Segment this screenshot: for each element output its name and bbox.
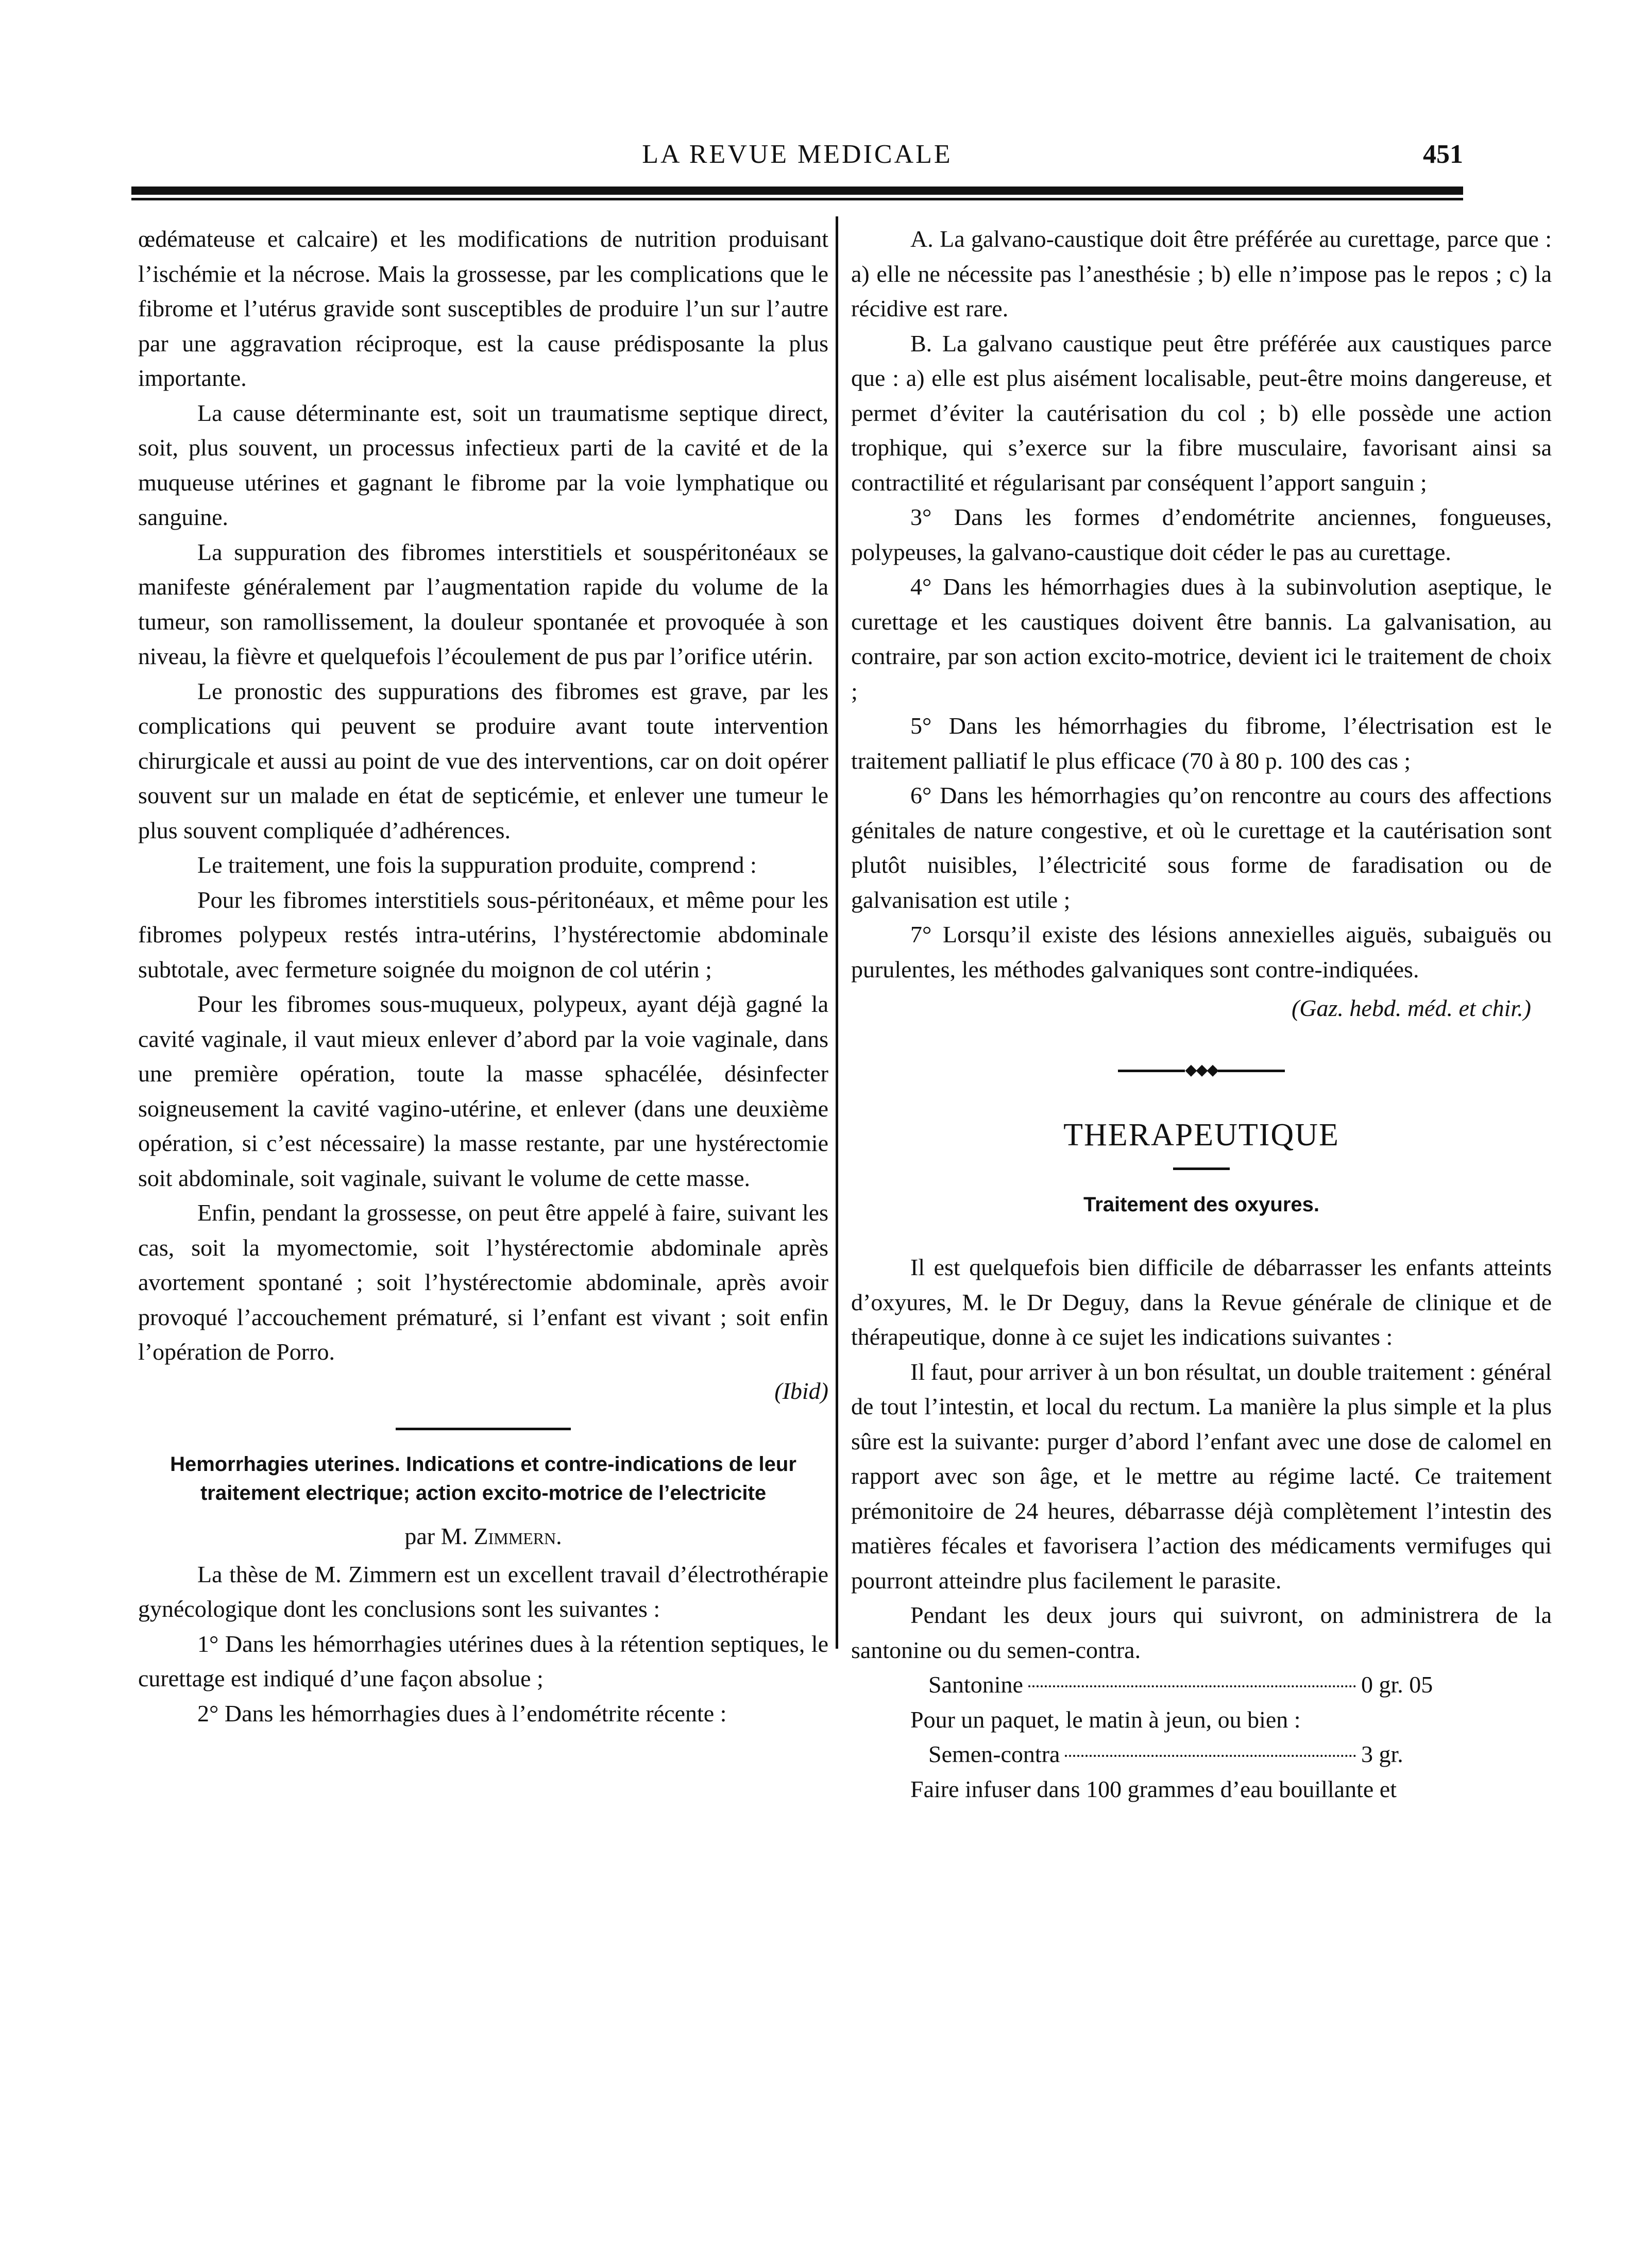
paragraph: 5° Dans les hémorrhagies du fibrome, l’électrisation est le traitement palliatif le plus efficace (70 à 80 p. 100 des cas ; <box>851 713 1552 774</box>
recipe-ingredient: Semen-contra <box>928 1741 1060 1767</box>
paragraph: A. La galvano-caustique doit être préférée au curettage, parce que : a) elle ne nécessite pas l’anesthésie ; b) elle n’impose pas le repos ; c) la récidive est rare. <box>851 226 1552 321</box>
paragraph: Il est quelquefois bien difficile de débarrasser les enfants atteints d’oxyures, M. le Dr Deguy, dans la Revue générale de clinique et de thérapeutique, donne à ce sujet les indications suivantes : <box>851 1254 1552 1350</box>
leader-dots <box>1065 1755 1356 1757</box>
recipe-line <box>928 1737 1449 1772</box>
source-citation: (Gaz. hebd. méd. et chir.) <box>1291 995 1531 1021</box>
paragraph: Pour les fibromes interstitiels sous-péritonéaux, et même pour les fibromes polypeux restés intra-utérins, l’hystérectomie abdominale subtotale, avec fermeture soignée du moignon de col utérin ; <box>138 886 828 983</box>
recipe-ingredient: Santonine <box>928 1671 1023 1698</box>
author-name: Zimmern. <box>473 1523 562 1549</box>
paragraph: 3° Dans les formes d’endométrite anciennes, fongueuses, polypeuses, la galvano-caustique doit céder le pas au curettage. <box>851 504 1552 565</box>
decorative-separator: ◆◆◆ <box>851 1053 1552 1088</box>
source-citation: (Ibid) <box>774 1377 828 1404</box>
paragraph: B. La galvano caustique peut être préférée aux caustiques parce que : a) elle est plus aisément localisable, peut-être moins dangereuse, et permet d’éviter la cautérisation du col ; b) elle possède une action trophique, qui s’exerce sur la fibre musculaire, favorisant ainsi sa contractilité et régularisant par conséquent l’apport sanguin ; <box>851 330 1552 496</box>
header-rule-thin <box>131 198 1463 200</box>
paragraph: La cause déterminante est, soit un traumatisme septique direct, soit, plus souvent, un processus infectieux parti de la cavité et de la muqueuse utérines et gagnant le fibrome par la voie lymphatique ou sanguine. <box>138 399 828 530</box>
column-divider <box>836 216 838 1649</box>
paragraph: 4° Dans les hémorrhagies dues à la subinvolution aseptique, le curettage et les caustiques doivent être bannis. La galvanisation, au contraire, par son action excito-motrice, devient ici le traitement de choix ; <box>851 573 1552 704</box>
paragraph: 2° Dans les hémorrhagies dues à l’endométrite récente : <box>197 1700 727 1727</box>
paragraph: Enfin, pendant la grossesse, on peut être appelé à faire, suivant les cas, soit la myomectomie, soit l’hystérectomie abdominale après avortement spontané ; soit l’hystérectomie abdominale, après avoir provoqué l’accouchement prématuré, si l’enfant est vivant ; soit enfin l’opération de Porro. <box>138 1199 828 1365</box>
title-underline <box>1173 1167 1230 1170</box>
journal-title: LA REVUE MEDICALE <box>642 140 953 169</box>
header-rule-thick <box>131 187 1463 195</box>
article-title: Hemorrhagies uterines. Indications et contre-indications de leur traitement electrique; action excito-motrice de l’electricite <box>170 1453 796 1504</box>
byline <box>138 1519 828 1554</box>
left-column <box>138 222 828 1731</box>
page-number: 451 <box>1423 140 1463 169</box>
byline-prefix: par M. <box>404 1523 468 1549</box>
paragraph: La suppuration des fibromes interstitiels et souspéritonéaux se manifeste généralement par l’augmentation rapide du volume de la tumeur, son ramollissement, la douleur spontanée et provoquée à son niveau, la fièvre et quelquefois l’écoulement de pus par l’orifice utérin. <box>138 538 828 669</box>
paragraph: 6° Dans les hémorrhagies qu’on rencontre au cours des affections génitales de nature congestive, et où le curettage et la cautérisation sont plutôt nuisibles, l’électricité sous forme de faradisation ou de galvanisation est utile ; <box>851 782 1552 913</box>
recipe-dose: 0 gr. 05 <box>1361 1671 1433 1698</box>
paragraph: Le pronostic des suppurations des fibromes est grave, par les complications qui peuvent se produire avant toute intervention chirurgicale et aussi au point de vue des interventions, car on doit opérer souvent sur un malade en état de septicémie, et enlever une tumeur le plus souvent compliquée d’adhérences. <box>138 678 828 843</box>
paragraph: Faire infuser dans 100 grammes d’eau bouillante et <box>910 1775 1397 1802</box>
paragraph: Pour les fibromes sous-muqueux, polypeux, ayant déjà gagné la cavité vaginale, il vaut mieux enlever d’abord par la voie vaginale, dans une première opération, toute la masse sphacélée, désinfecter soigneusement la cavité vagino-utérine, et enlever (dans une deuxième opération, si c’est nécessaire) la masse restante, par une hystérectomie soit abdominale, soit vaginale, suivant le volume de cette masse. <box>138 991 828 1191</box>
recipe-line <box>928 1667 1449 1702</box>
paragraph: œdémateuse et calcaire) et les modifications de nutrition produisant l’ischémie et la nécrose. Mais la grossesse, par les complications que le fibrome et l’utérus gravide sont susceptibles de produire l’un sur l’autre par une aggravation réciproque, est la cause prédisposante la plus importante. <box>138 226 828 391</box>
right-column <box>851 222 1552 1806</box>
paragraph: Pour un paquet, le matin à jeun, ou bien : <box>910 1706 1301 1733</box>
paragraph: Pendant les deux jours qui suivront, on administrera de la santonine ou du semen-contra. <box>851 1602 1552 1663</box>
section-separator <box>396 1428 571 1430</box>
leader-dots <box>1028 1685 1356 1687</box>
paragraph: Le traitement, une fois la suppuration produite, comprend : <box>197 852 757 878</box>
section-title: THERAPEUTIQUE <box>1063 1118 1339 1153</box>
page-header <box>131 139 1463 180</box>
article-title: Traitement des oxyures. <box>1083 1193 1319 1216</box>
paragraph: Il faut, pour arriver à un bon résultat, un double traitement : général de tout l’intestin, et local du rectum. La manière la plus simple et la plus sûre est la suivante: purger d’abord l’enfant avec une dose de calomel en rapport avec son âge, et le mettre au régime lacté. Ce traitement prémonitoire de 24 heures, débarrasse déjà complètement l’intestin des matières fécales et favorisera l’action des médicaments vermifuges qui pourront atteindre plus facilement le parasite. <box>851 1358 1552 1594</box>
paragraph: La thèse de M. Zimmern est un excellent travail d’électrothérapie gynécologique dont les conclusions sont les suivantes : <box>138 1561 828 1622</box>
recipe-dose: 3 gr. <box>1361 1741 1403 1767</box>
paragraph: 1° Dans les hémorrhagies utérines dues à la rétention septiques, le curettage est indiqué d’une façon absolue ; <box>138 1630 828 1691</box>
paragraph: 7° Lorsqu’il existe des lésions annexielles aiguës, subaiguës ou purulentes, les méthodes galvaniques sont contre-indiquées. <box>851 921 1552 983</box>
